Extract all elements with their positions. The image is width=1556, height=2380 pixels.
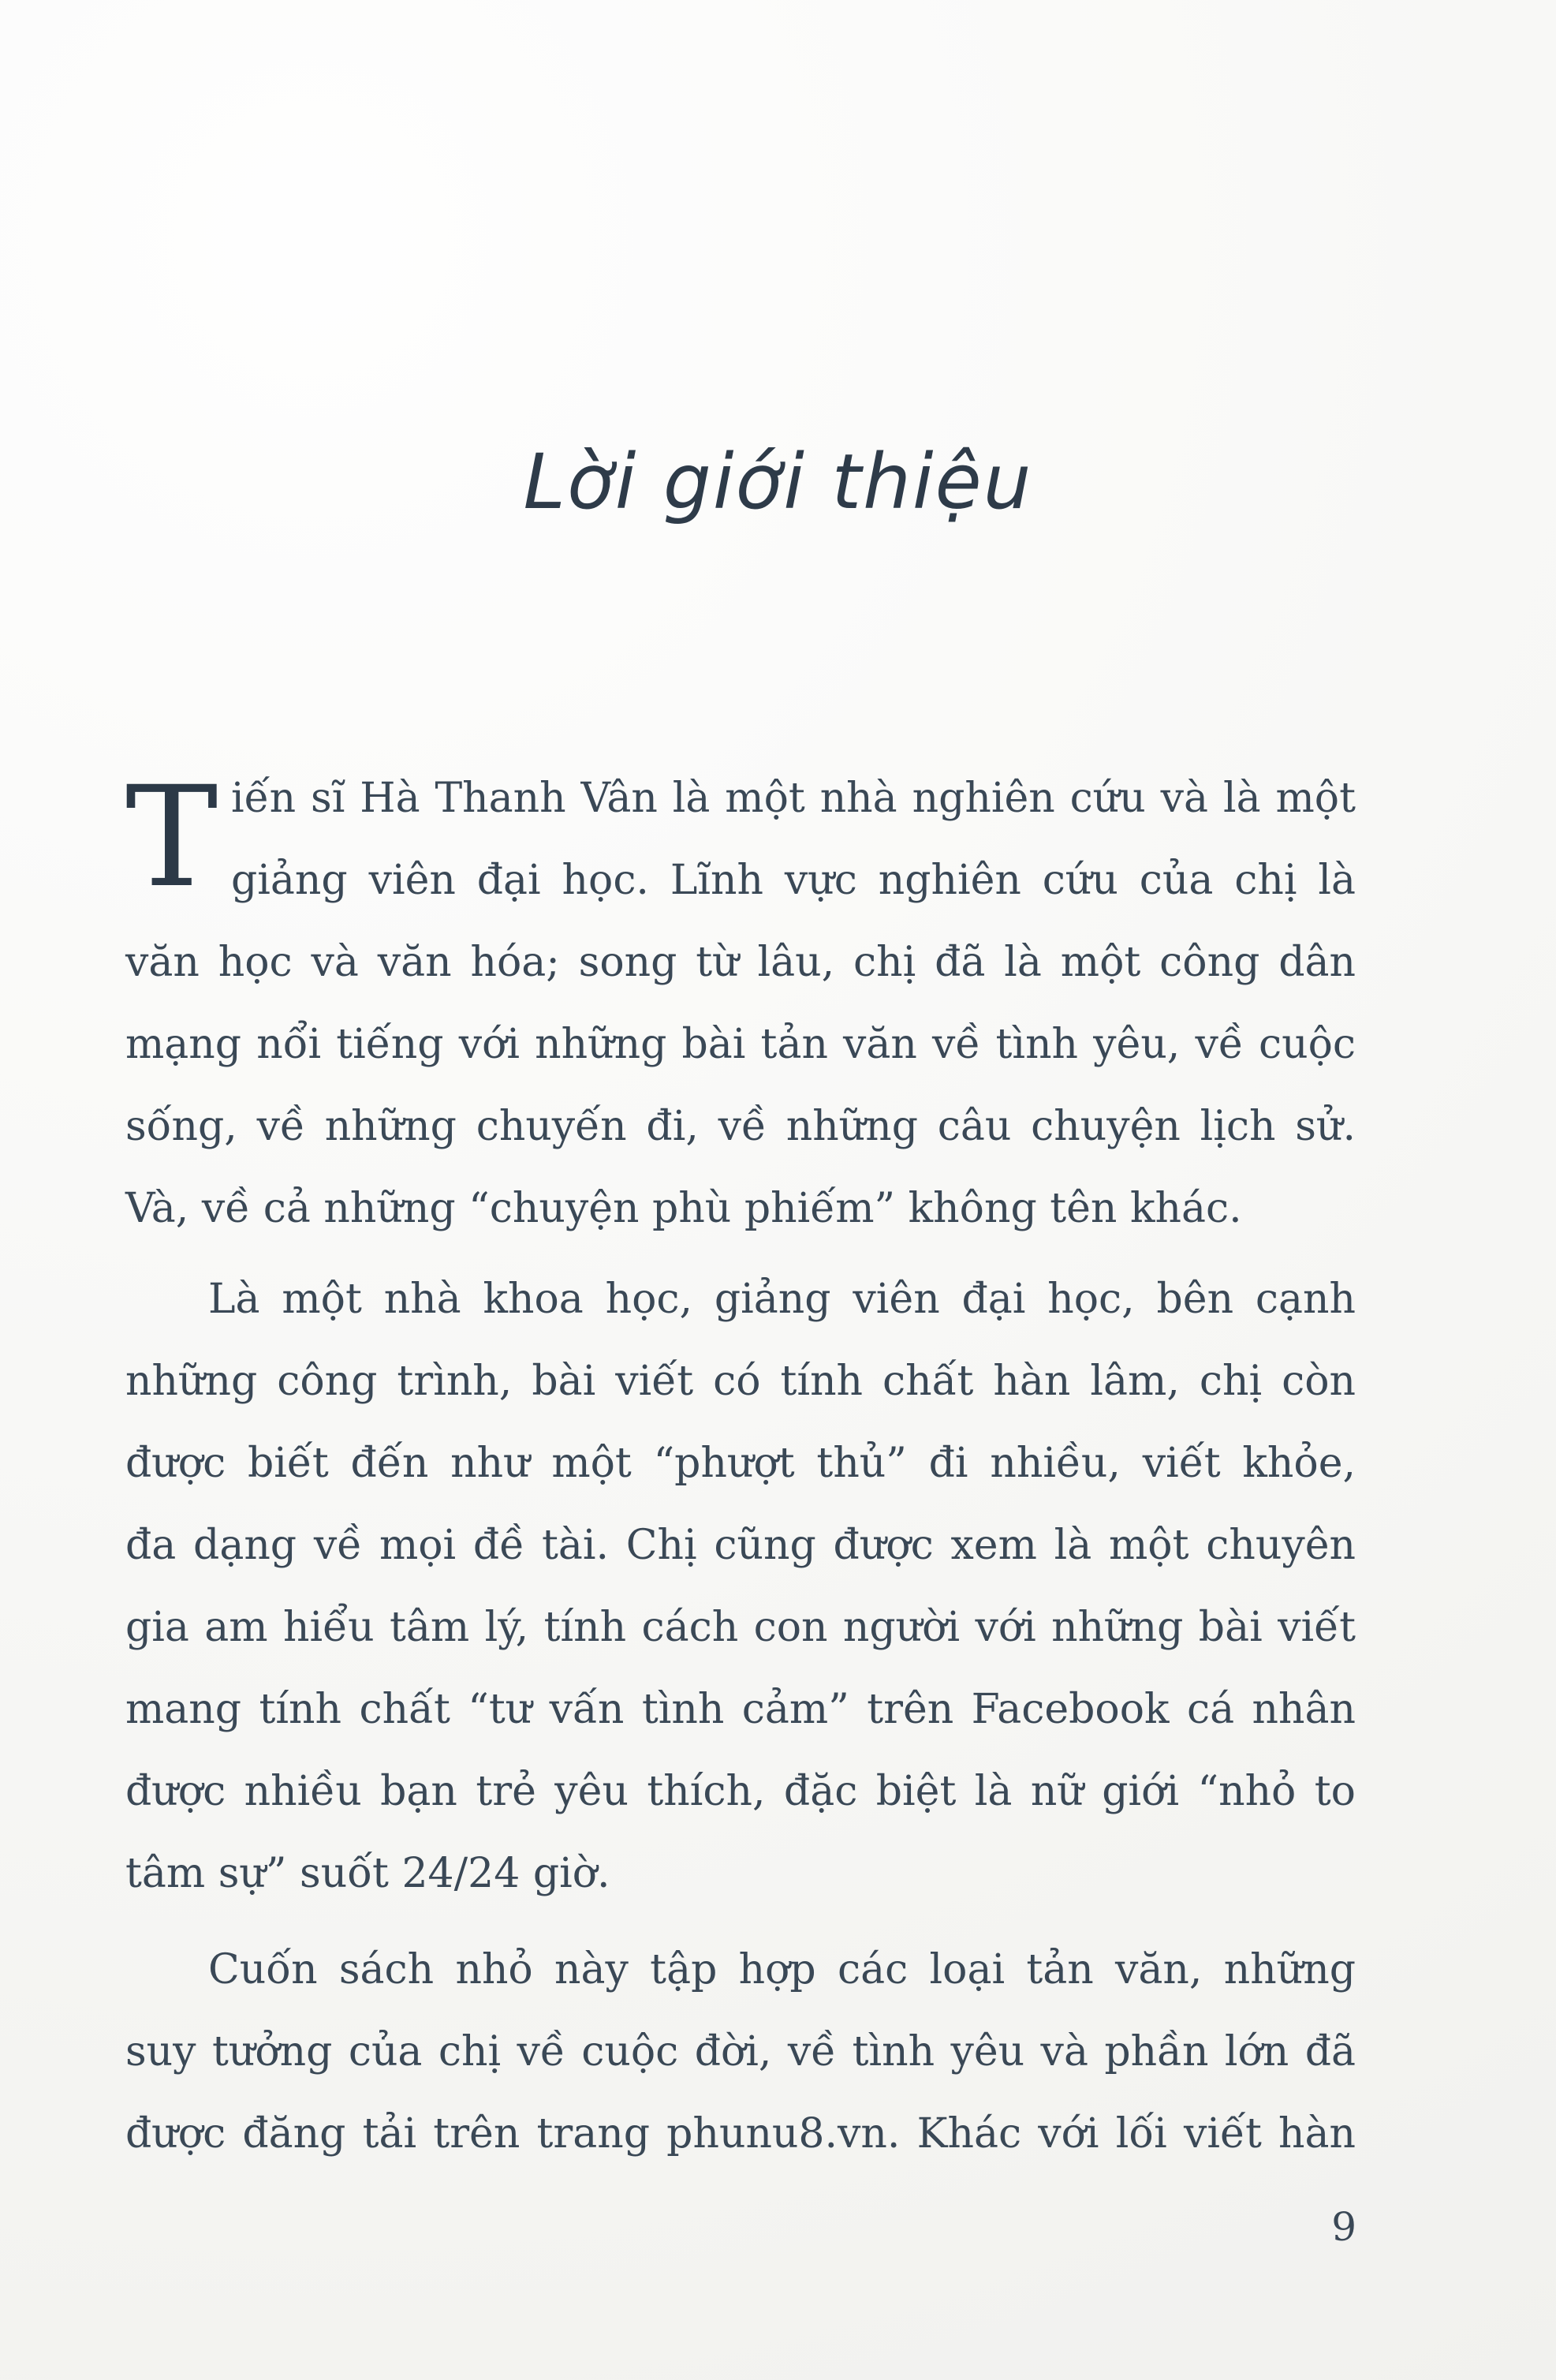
paragraph-3 — [125, 1929, 1356, 2175]
paragraph-line: Là một nhà khoa học, giảng viên đại học, bên cạnh — [208, 1276, 1356, 1323]
chapter-title: Lời giới thiệu — [523, 438, 1033, 526]
paragraph-line: gia am hiểu tâm lý, tính cách con người với những bài viết — [125, 1604, 1356, 1651]
paragraph-line: suy tưởng của chị về cuộc đời, về tình yêu và phần lớn đã — [125, 2028, 1356, 2075]
paragraph-line: Và, về cả những “chuyện phù phiếm” không tên khác. — [125, 1185, 1242, 1232]
paragraph-line: đa dạng về mọi đề tài. Chị cũng được xem là một chuyên — [125, 1522, 1356, 1569]
paragraph-line: sống, về những chuyến đi, về những câu chuyện lịch sử. — [125, 1103, 1356, 1150]
paragraph-line: được đăng tải trên trang phunu8.vn. Khác với lối viết hàn — [125, 2110, 1356, 2158]
paragraph-1-first-lines — [125, 757, 1356, 921]
paragraph-line: mang tính chất “tư vấn tình cảm” trên Facebook cá nhân — [125, 1686, 1356, 1733]
paragraph-line: văn học và văn hóa; song từ lâu, chị đã là một công dân — [125, 939, 1356, 986]
paragraph-line: được nhiều bạn trẻ yêu thích, đặc biệt là nữ giới “nhỏ to — [125, 1768, 1356, 1815]
paragraph-line: mạng nổi tiếng với những bài tản văn về tình yêu, về cuộc — [125, 1021, 1356, 1068]
paragraph-2 — [125, 1258, 1356, 1915]
page-number: 9 — [1331, 2204, 1356, 2250]
paragraph-line: Cuốn sách nhỏ này tập hợp các loại tản văn, những — [208, 1946, 1356, 1993]
paragraph-line: giảng viên đại học. Lĩnh vực nghiên cứu của chị là — [231, 857, 1356, 904]
paragraph-line: iến sĩ Hà Thanh Vân là một nhà nghiên cứu và là một — [231, 775, 1356, 822]
drop-cap: T — [125, 757, 218, 918]
paragraph-1 — [125, 757, 1356, 1250]
paragraph-line: những công trình, bài viết có tính chất hàn lâm, chị còn — [125, 1358, 1356, 1405]
paragraph-line: được biết đến như một “phượt thủ” đi nhiều, viết khỏe, — [125, 1440, 1356, 1487]
paragraph-line: tâm sự” suốt 24/24 giờ. — [125, 1850, 610, 1897]
